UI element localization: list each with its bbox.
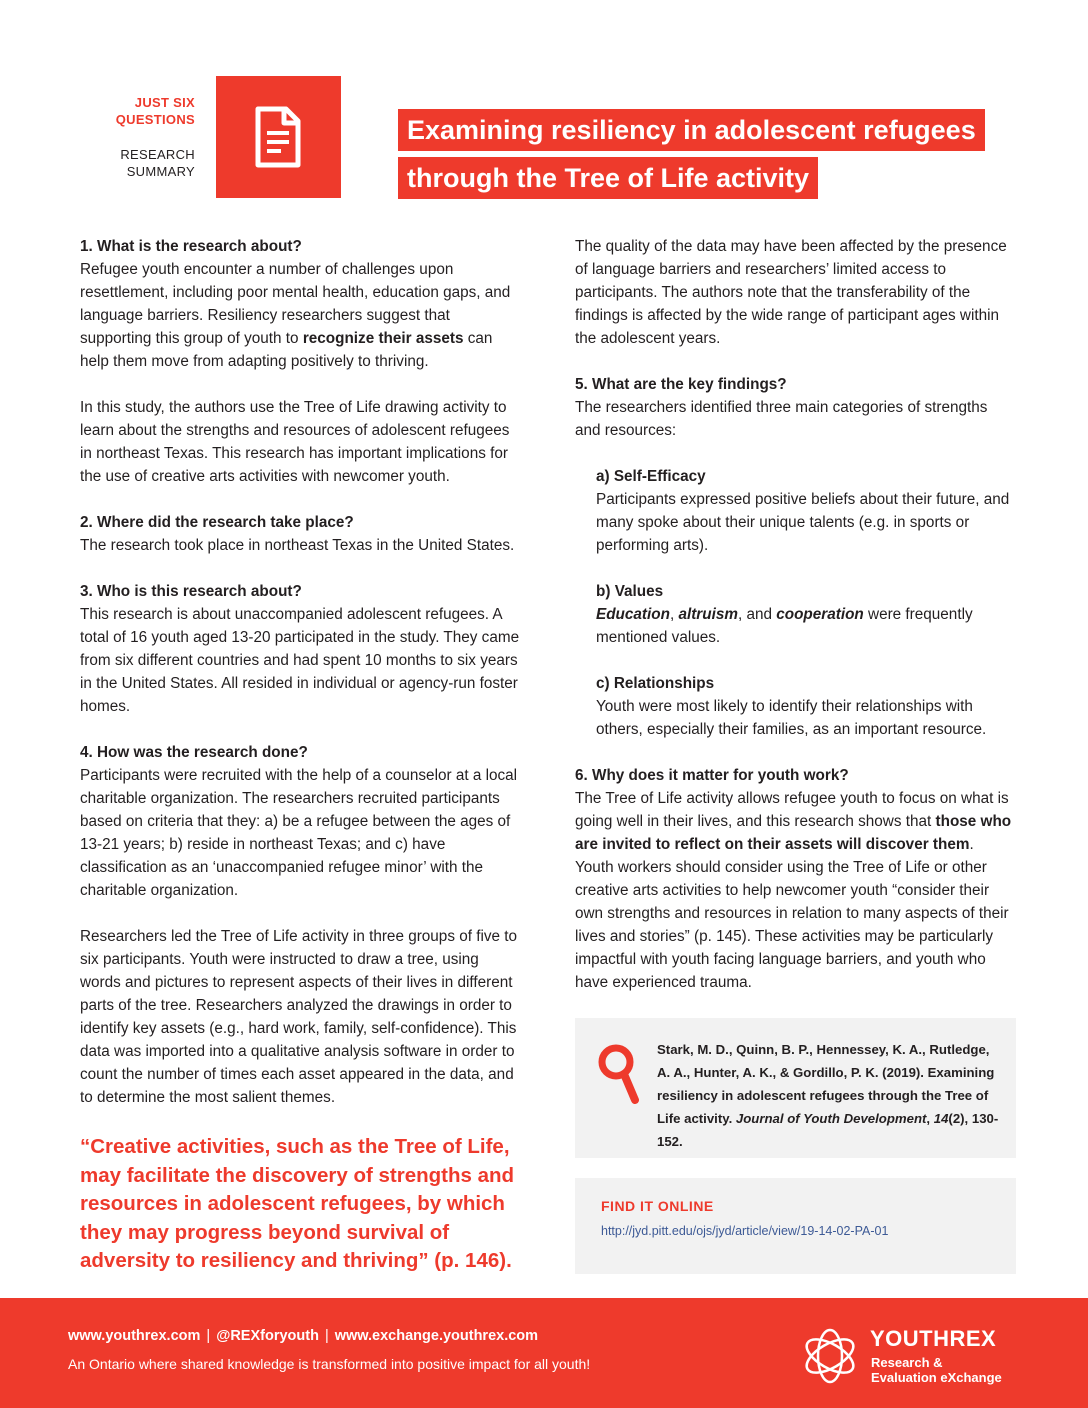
series-line-1: JUST SIX: [134, 95, 195, 110]
question-1-paragraph-2: In this study, the authors use the Tree of Life drawing activity to learn about the strengths and resources of adolescent refugees in northeast Texas. This research has important implications for the use of creative arts activities with newcomer youth.: [80, 399, 510, 485]
twitter-link[interactable]: @REXforyouth: [216, 1328, 319, 1344]
finding-a-heading: a) Self-Efficacy: [596, 468, 706, 485]
finding-b-paragraph: [596, 603, 1015, 649]
value-education: Education: [596, 606, 670, 623]
finding-self-efficacy: [575, 465, 1015, 741]
finding-c-heading: c) Relationships: [596, 675, 715, 692]
question-4-paragraph-2: Researchers led the Tree of Life activity in three groups of five to six participants. Youth were instructed to draw a tree, using words and pictures to represent aspects of their lives in different parts of the tree. Researchers analyzed the drawings in order to identify key assets (e.g., hard work, family, self-confidence). This data was imported into a qualitative analysis software in order to count the number of times each asset appeared in the data, and to determine the most salient themes.: [80, 928, 518, 1106]
article-link[interactable]: http://jyd.pitt.edu/ojs/jyd/article/view/19-14-02-PA-01: [601, 1224, 889, 1238]
document-icon-box: [216, 76, 341, 198]
value-cooperation: cooperation: [776, 606, 864, 623]
emphasis-text: those who are invited to reflect on their assets will discover them: [575, 813, 1012, 853]
question-1-paragraph-1: [80, 258, 520, 373]
summary-line-2: SUMMARY: [126, 164, 195, 179]
text-span: can help them move from adapting positively to thriving.: [80, 330, 493, 370]
finding-b-heading: b) Values: [596, 583, 664, 600]
left-column: [80, 235, 520, 1109]
question-4-heading: 4. How was the research done?: [80, 744, 308, 761]
question-6-paragraph: [575, 787, 1015, 994]
text-span: ,: [669, 606, 679, 623]
summary-label: [100, 146, 195, 180]
question-1-heading: 1. What is the research about?: [80, 238, 302, 255]
magnifier-icon: [595, 1042, 639, 1106]
logo-subtitle-1: Research &: [871, 1355, 943, 1370]
emphasis-text: recognize their assets: [302, 330, 464, 347]
footer: [0, 1298, 1088, 1408]
text-span: . Youth workers should consider using the Tree of Life or other creative arts activities to help newcomer youth “consider their own strengths and resources in relation to many aspects of their lives and stories” (p. 145). These activities may be particularly impactful with youth facing language barriers, and youth who have experienced trauma.: [575, 836, 1009, 991]
logo-subtitle-2: Evaluation eXchange: [871, 1370, 1002, 1385]
find-online-heading: FIND IT ONLINE: [601, 1198, 714, 1214]
volume-number: 14: [933, 1111, 949, 1126]
finding-c-paragraph: Youth were most likely to identify their relationships with others, especially their families, as an important resource.: [596, 698, 987, 738]
question-6-heading: 6. Why does it matter for youth work?: [575, 767, 849, 784]
separator: |: [324, 1328, 329, 1344]
citation-text: [657, 1038, 1002, 1153]
text-span: Refugee youth encounter a number of challenges upon resettlement, including poor mental health, education gaps, and language barriers. Resiliency researchers suggest that supporting this group of youth to: [80, 261, 511, 347]
footer-links: [68, 1328, 538, 1344]
question-2-heading: 2. Where did the research take place?: [80, 514, 354, 531]
text-span: ,: [926, 1111, 934, 1126]
right-column: [575, 235, 1015, 994]
question-4-paragraph-1: Participants were recruited with the help of a counselor at a local charitable organization. The researchers recruited participants based on criteria that they: a) be a refugee between the ages of 13-21 years; b) reside in northeast Texas; and c) have classification as an ‘unaccompanied refugee minor’ with the charitable organization.: [80, 767, 518, 899]
question-5-heading: 5. What are the key findings?: [575, 376, 787, 393]
youthrex-logo-icon: [800, 1326, 860, 1386]
question-5-paragraph: The researchers identified three main categories of strengths and resources:: [575, 399, 988, 439]
text-span: were frequently mentioned values.: [596, 606, 973, 646]
text-span: (2), 130-152.: [657, 1111, 999, 1149]
title-line-1: Examining resiliency in adolescent refugees: [398, 109, 985, 151]
document-icon: [254, 106, 302, 168]
exchange-link[interactable]: www.exchange.youthrex.com: [334, 1328, 539, 1344]
title-line-2: through the Tree of Life activity: [398, 157, 818, 199]
find-online-box: [575, 1178, 1016, 1274]
pull-quote: “Creative activities, such as the Tree of Life, may facilitate the discovery of strengths and resources in adolescent refugees, by which they may progress beyond survival of adversity to resiliency and thriving” (p. 146).: [80, 1135, 515, 1272]
separator: |: [206, 1328, 211, 1344]
question-2-paragraph: The research took place in northeast Texas in the United States.: [80, 537, 515, 554]
journal-name: Journal of Youth Development: [735, 1111, 927, 1126]
summary-line-1: RESEARCH: [120, 147, 195, 162]
question-3-paragraph: This research is about unaccompanied adolescent refugees. A total of 16 youth aged 13-20 participated in the study. They came from six different countries and had spent 10 months to six years in the United States. All resided in individual or agency-run foster homes.: [80, 606, 520, 715]
series-label: [100, 94, 195, 128]
text-span: The Tree of Life activity allows refugee youth to focus on what is going well in their lives, and this research shows that: [575, 790, 1009, 830]
text-span: Stark, M. D., Quinn, B. P., Hennessey, K. A., Rutledge, A. A., Hunter, A. K., & Gordillo, P. K. (2019). Examining resiliency in adolescent refugees through the Tree of Life activity.: [657, 1042, 995, 1126]
finding-a-paragraph: Participants expressed positive beliefs about their future, and many spoke about their unique talents (e.g. in sports or performing arts).: [596, 491, 1010, 554]
continued-paragraph: The quality of the data may have been affected by the presence of language barriers and researchers’ limited access to participants. The authors note that the transferability of the findings is affected by the wide range of participant ages within the adolescent years.: [575, 238, 1007, 347]
website-link[interactable]: www.youthrex.com: [68, 1328, 201, 1344]
logo-name: YOUTHREX: [870, 1326, 997, 1351]
text-span: , and: [737, 606, 777, 623]
citation-box: [575, 1018, 1016, 1158]
question-3-heading: 3. Who is this research about?: [80, 583, 302, 600]
value-altruism: altruism: [678, 606, 738, 623]
footer-tagline: An Ontario where shared knowledge is transformed into positive impact for all youth!: [68, 1356, 591, 1372]
series-line-2: QUESTIONS: [115, 112, 195, 127]
